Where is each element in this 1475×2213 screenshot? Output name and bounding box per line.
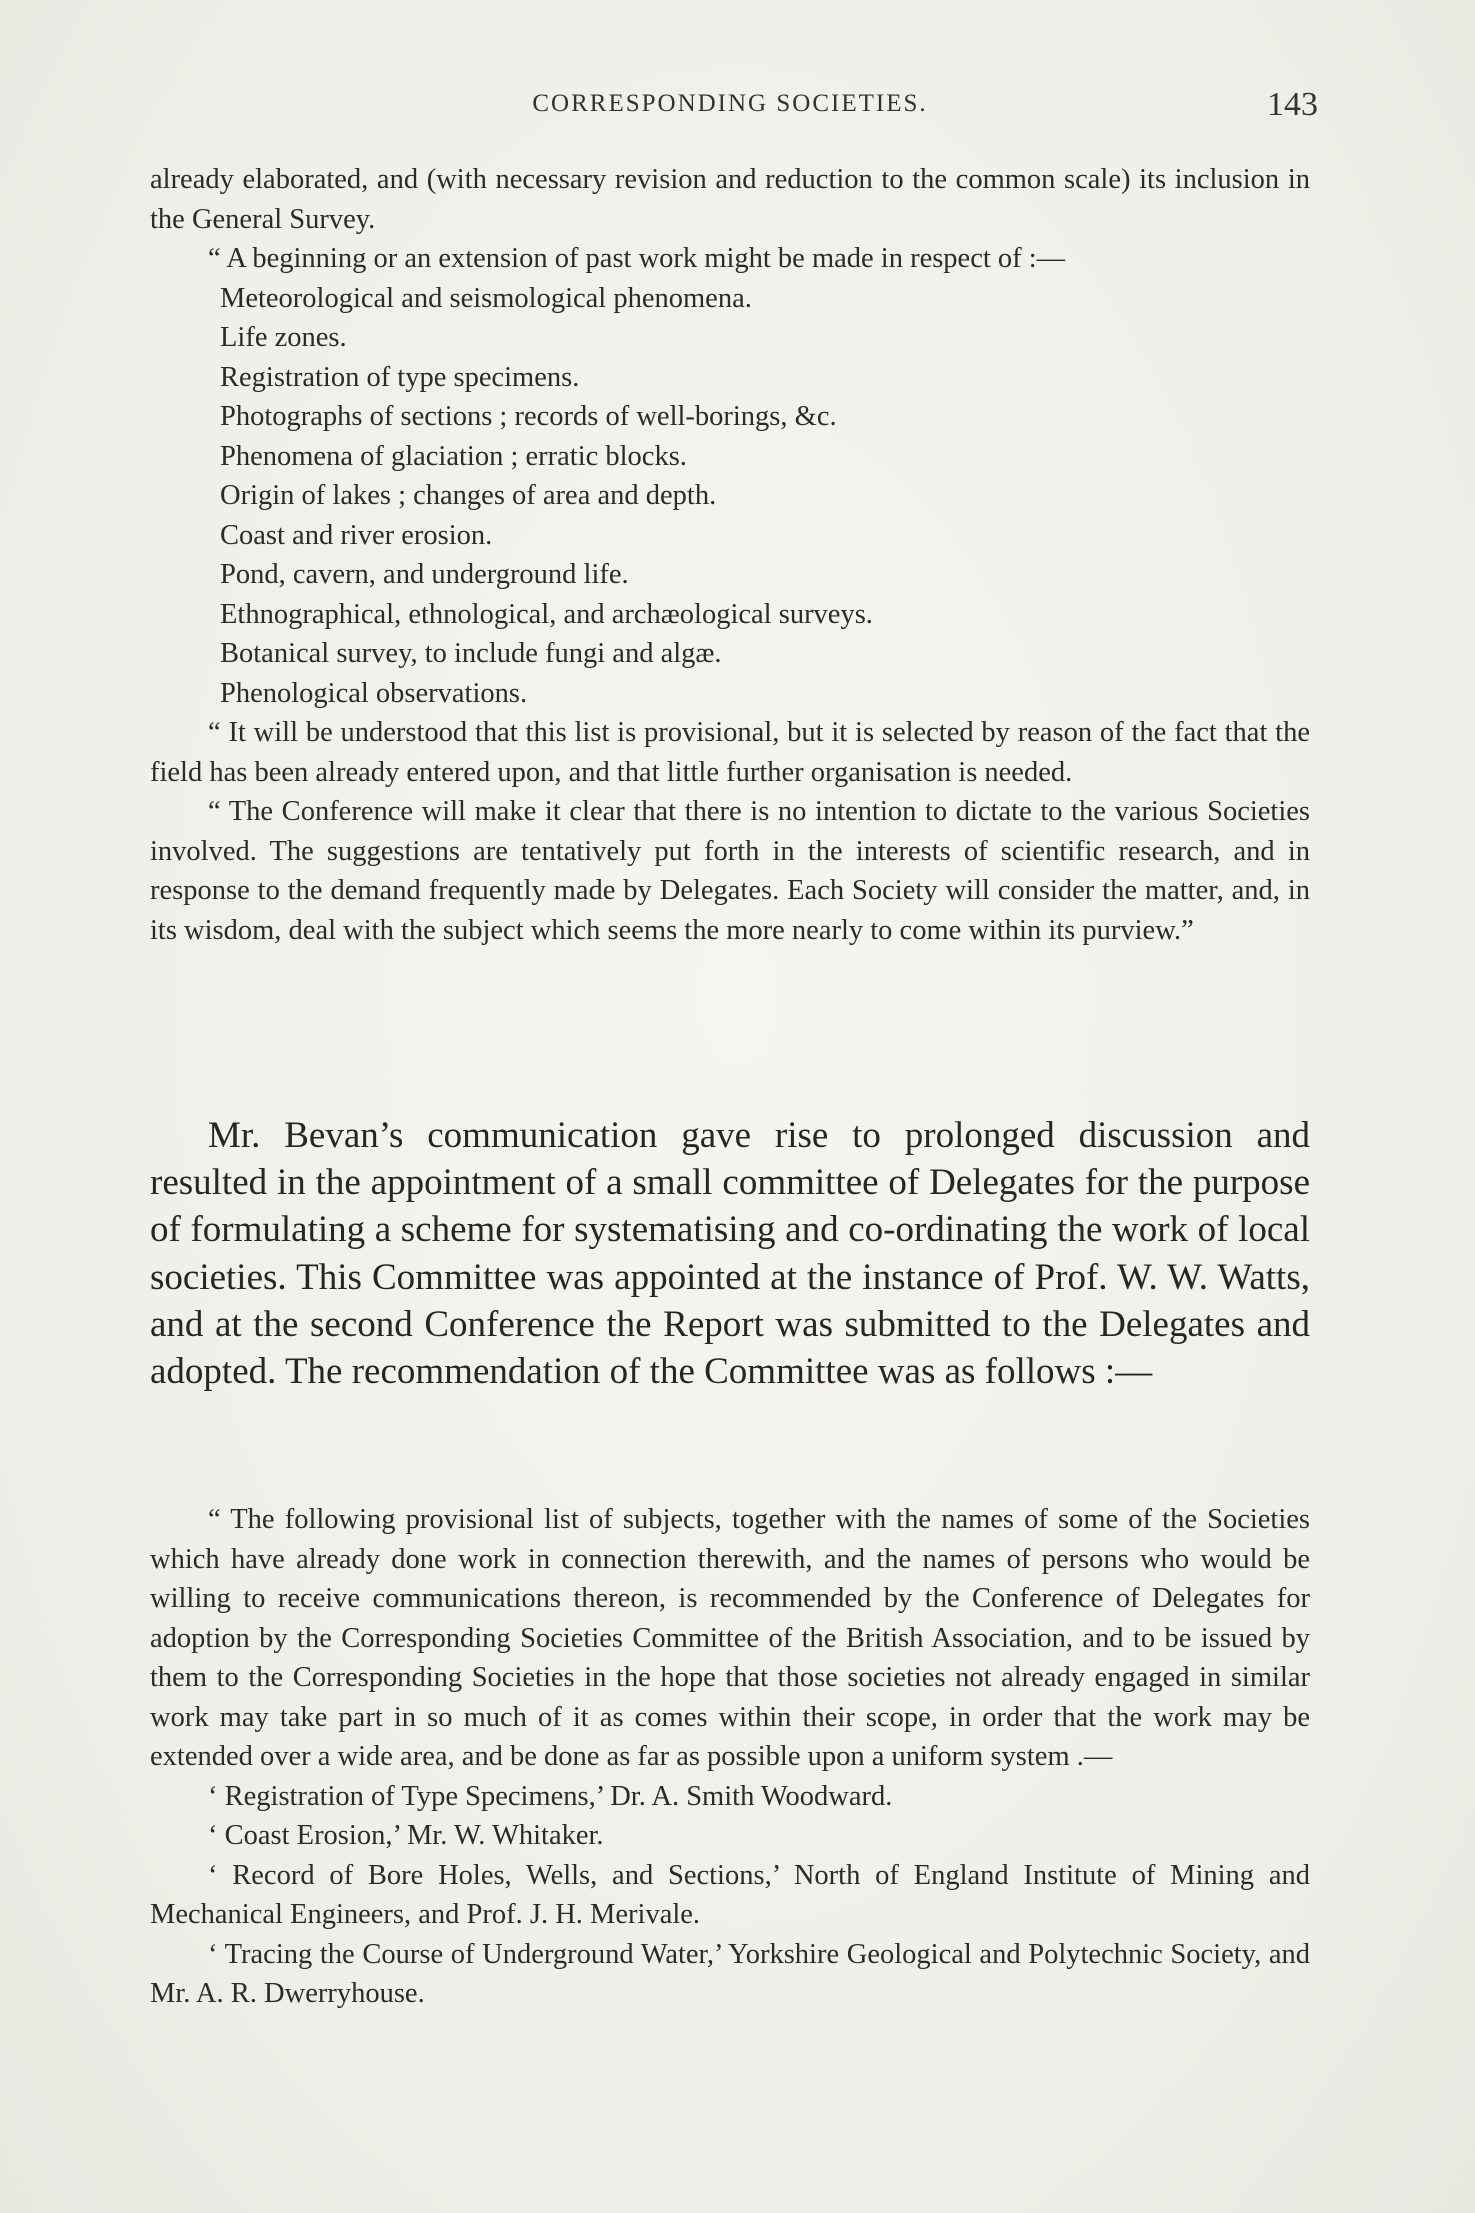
list-item: Origin of lakes ; changes of area and depth. — [220, 480, 717, 511]
running-title: CORRESPONDING SOCIETIES. — [532, 90, 928, 117]
quoted-report-block — [150, 160, 1310, 950]
list-item: Life zones. — [220, 322, 347, 353]
list-item: Phenological observations. — [220, 677, 528, 709]
list-item: Photographs of sections ; records of well-borings, &c. — [220, 401, 837, 432]
subject-entry: ‘ Coast Erosion,’ Mr. W. Whitaker. — [208, 1820, 604, 1851]
subject-entry: ‘ Record of Bore Holes, Wells, and Sections,’ North of England Institute of Mining and Mechanical Engineers, and Prof. J. H. Merivale. — [150, 1859, 1310, 1930]
running-head — [150, 86, 1318, 126]
subject-entry: ‘ Tracing the Course of Underground Water,’ Yorkshire Geological and Polytechnic Society, and Mr. A. R. Dwerryhouse. — [150, 1938, 1310, 2009]
list-item: Registration of type specimens. — [220, 361, 580, 393]
list-item: Pond, cavern, and underground life. — [220, 559, 629, 590]
list-item: Meteorological and seismological phenomena. — [220, 282, 752, 314]
paragraph-beginning: “ A beginning or an extension of past work might be made in respect of :— — [208, 243, 1066, 274]
paragraph-continuation: already elaborated, and (with necessary revision and reduction to the common scale) its inclusion in the General Survey. — [150, 164, 1310, 235]
paragraph-recommendation: “ The following provisional list of subjects, together with the names of some of the Societies which have already done work in connection therewith, and the names of persons who would be willing to receive communications thereon, is recommended by the Conference of Delegates for adoption by the Corresponding Societies Committee of the British Association, and to be issued by them to the Corresponding Societies in the hope that those societies not already engaged in similar work may take part in so much of it as comes within their scope, in order that the work may be extended over a wide area, and be done as far as possible upon a uniform system .— — [150, 1504, 1310, 1772]
recommendation-block — [150, 1500, 1310, 2014]
page-number: 143 — [1267, 86, 1318, 123]
paragraph-bevan: Mr. Bevan’s communication gave rise to prolonged discussion and resulted in the appointment of a small committee of Delegates for the purpose of formulating a scheme for systematising and co-ordinating the work of local societies. This Committee was appointed at the instance of Prof. W. W. Watts, and at the second Conference the Report was submitted to the Delegates and adopted. The recommendation of the Committee was as follows :— — [150, 1115, 1310, 1393]
list-item: Ethnographical, ethnological, and archæological surveys. — [220, 598, 873, 630]
paragraph-conference: “ The Conference will make it clear that there is no intention to dictate to the various Societies involved. The suggestions are tentatively put forth in the interests of scientific research, and in response to the demand frequently made by Delegates. Each Society will consider the matter, and, in its wisdom, deal with the subject which seems the more nearly to come within its purview.” — [150, 796, 1310, 946]
narrative-block — [150, 1112, 1310, 1395]
list-item: Phenomena of glaciation ; erratic blocks. — [220, 440, 687, 472]
list-item: Botanical survey, to include fungi and algæ. — [220, 638, 722, 669]
subject-list — [150, 279, 1310, 714]
subject-entry: ‘ Registration of Type Specimens,’ Dr. A. Smith Woodward. — [208, 1780, 893, 1812]
paragraph-provisional: “ It will be understood that this list is provisional, but it is selected by reason of the fact that the field has been already entered upon, and that little further organisation is needed. — [150, 717, 1310, 788]
list-item: Coast and river erosion. — [220, 519, 493, 551]
